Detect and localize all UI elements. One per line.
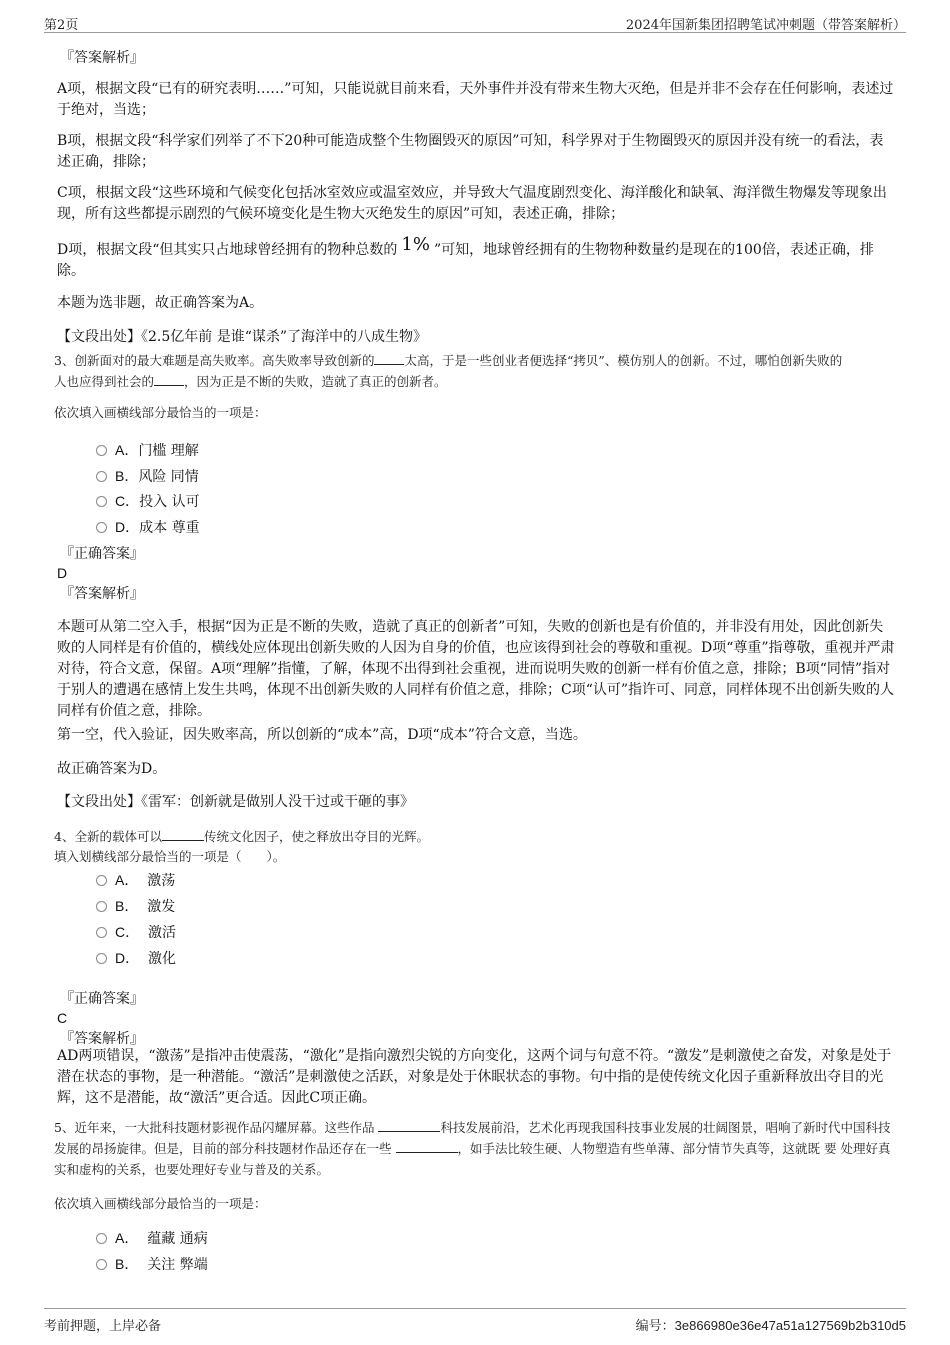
radio-icon[interactable] bbox=[96, 1233, 107, 1244]
q4-option-a[interactable]: A． 激荡 bbox=[96, 870, 175, 890]
q2-analysis-c: C项，根据文段“这些环境和气候变化包括冰室效应或温室效应，并导致大气温度剧烈变化、海洋酸化和缺氧、海洋微生物爆发等现象出现，所有这些都提示剧烈的气候环境变化是生物大灭绝发生的原因”可知，表述正确，排除； bbox=[57, 185, 887, 222]
page-header bbox=[44, 12, 906, 33]
radio-icon[interactable] bbox=[96, 471, 107, 482]
q3-option-d[interactable]: D．成本 尊重 bbox=[96, 517, 200, 537]
q4-option-c[interactable]: C． 激活 bbox=[96, 922, 176, 942]
q2-analysis-b: B项，根据文段“科学家们列举了不下20种可能造成整个生物圈毁灭的原因”可知，科学界对于生物圈毁灭的原因并没有统一的看法，表述正确，排除； bbox=[57, 133, 884, 170]
q4-analysis: AD两项错误，“激荡”是指冲击使震荡，“激化”是指向激烈尖锐的方向变化，这两个词与句意不符。“激发”是刺激使之奋发，对象是处于潜在状态的事物，是一种潜能。“激活”是刺激使之活跃，对象是处于休眠状态的事物。句中指的是使传统文化因子重新释放出夺目的光辉，这不是潜能，故“激活”更合适。因此C项正确。 bbox=[57, 1048, 892, 1106]
q5-prompt: 依次填入画横线部分最恰当的一项是： bbox=[54, 1196, 267, 1211]
q2-analysis-d: D项，根据文段“但其实只占地球曾经拥有的物种总数的 1% ”可知，地球曾经拥有的生物物种数量约是现在的100倍，表述正确，排除。 bbox=[57, 234, 874, 279]
one-percent-formula: 1% bbox=[401, 234, 430, 255]
radio-icon[interactable] bbox=[96, 445, 107, 456]
page-number: 第2页 bbox=[44, 18, 79, 33]
q3-source: 【文段出处】《雷军：创新就是做别人没干过或干砸的事》 bbox=[57, 794, 414, 810]
q4-blank bbox=[162, 826, 204, 841]
q3-conclusion: 故正确答案为D。 bbox=[57, 761, 167, 777]
page-footer bbox=[44, 1308, 906, 1334]
q3-blank-2 bbox=[154, 371, 184, 386]
q3-option-b[interactable]: B．风险 同情 bbox=[96, 466, 199, 486]
radio-icon[interactable] bbox=[96, 1259, 107, 1270]
radio-icon[interactable] bbox=[96, 953, 107, 964]
footer-code: 编号：3e866980e36e47a51a127569b2b310d5 bbox=[635, 1318, 906, 1334]
q3-analysis-label: 『答案解析』 bbox=[60, 586, 144, 602]
q5-option-b[interactable]: B． 关注 弊端 bbox=[96, 1254, 208, 1274]
q4-option-d[interactable]: D． 激化 bbox=[96, 948, 176, 968]
q4-option-b[interactable]: B． 激发 bbox=[96, 896, 175, 916]
q5-option-a[interactable]: A． 蕴藏 通病 bbox=[96, 1228, 208, 1248]
q3-analysis-blank1: 第一空，代入验证，因失败率高，所以创新的“成本”高，D项“成本”符合文意，当选。 bbox=[57, 727, 587, 743]
q3-blank-1 bbox=[374, 350, 404, 365]
q4-answer: C bbox=[57, 1010, 68, 1026]
q3-prompt: 依次填入画横线部分最恰当的一项是： bbox=[54, 405, 267, 420]
q3-answer-label: 『正确答案』 bbox=[60, 546, 144, 562]
q5-blank-2 bbox=[396, 1138, 458, 1153]
radio-icon[interactable] bbox=[96, 522, 107, 533]
q4-prompt: 填入划横线部分最恰当的一项是（ ）。 bbox=[54, 849, 286, 864]
radio-icon[interactable] bbox=[96, 901, 107, 912]
q2-source: 【文段出处】《2.5亿年前 是谁“谋杀”了海洋中的八成生物》 bbox=[57, 329, 428, 345]
radio-icon[interactable] bbox=[96, 927, 107, 938]
q4-stem: 4、全新的载体可以 传统文化因子，使之释放出夺目的光辉。 bbox=[54, 826, 898, 847]
radio-icon[interactable] bbox=[96, 496, 107, 507]
q2-analysis-label: 『答案解析』 bbox=[60, 50, 144, 66]
q3-stem: 3、创新面对的最大难题是高失败率。高失败率导致创新的 太高，于是一些创业者便选择“拷贝”、模仿别人的创新。不过，哪怕创新失败的 人也应得到社会的 ，因为正是不断的失败，造就了真正的创新者。 bbox=[54, 350, 898, 392]
q5-blank-1 bbox=[378, 1117, 440, 1132]
footer-slogan: 考前押题，上岸必备 bbox=[44, 1319, 162, 1334]
q3-answer: D bbox=[57, 565, 68, 581]
q2-conclusion: 本题为选非题，故正确答案为A。 bbox=[57, 295, 264, 311]
document-title: 2024年国新集团招聘笔试冲刺题（带答案解析） bbox=[625, 18, 906, 33]
q4-answer-label: 『正确答案』 bbox=[60, 991, 144, 1007]
q3-analysis: 本题可从第二空入手，根据“因为正是不断的失败，造就了真正的创新者”可知，失败的创新也是有价值的，并非没有用处，因此创新失败的人同样是有价值的，横线处应体现出创新失败的人因为自身的价值，也应该得到社会的尊敬和重视。D项“尊重”指尊敬，重视并严肃对待，符合文意，保留。A项“理解”指懂，了解，体现不出得到社会重视，进而说明失败的创新一样有价值之意，排除；B项“同情”指对于别人的遭遇在感情上发生共鸣，体现不出创新失败的人同样有价值之意，排除；C项“认可”指许可、同意，同样体现不出创新失败的人同样有价值之意，排除。 bbox=[57, 619, 895, 719]
q3-option-a[interactable]: A．门槛 理解 bbox=[96, 440, 199, 460]
q4-analysis-label: 『答案解析』 bbox=[60, 1031, 144, 1047]
q3-option-c[interactable]: C．投入 认可 bbox=[96, 491, 200, 511]
q5-stem: 5、近年来，一大批科技题材影视作品闪耀屏幕。这些作品 科技发展前沿，艺术化再现我国科技事业发展的壮阔图景，唱响了新时代中国科技发展的昂扬旋律。但是，目前的部分科技题材作品还存在一些 ，如手法比较生硬、人物塑造有些单薄、部分情节失真等，这就既 要 处理好真实和虚构的关系，也要处理好专业与普及的关系。 bbox=[54, 1117, 898, 1180]
q2-analysis-a: A项，根据文段“已有的研究表明……”可知，只能说就目前来看，天外事件并没有带来生物大灭绝，但是并非不会存在任何影响，表述过于绝对，当选； bbox=[57, 81, 894, 118]
radio-icon[interactable] bbox=[96, 875, 107, 886]
